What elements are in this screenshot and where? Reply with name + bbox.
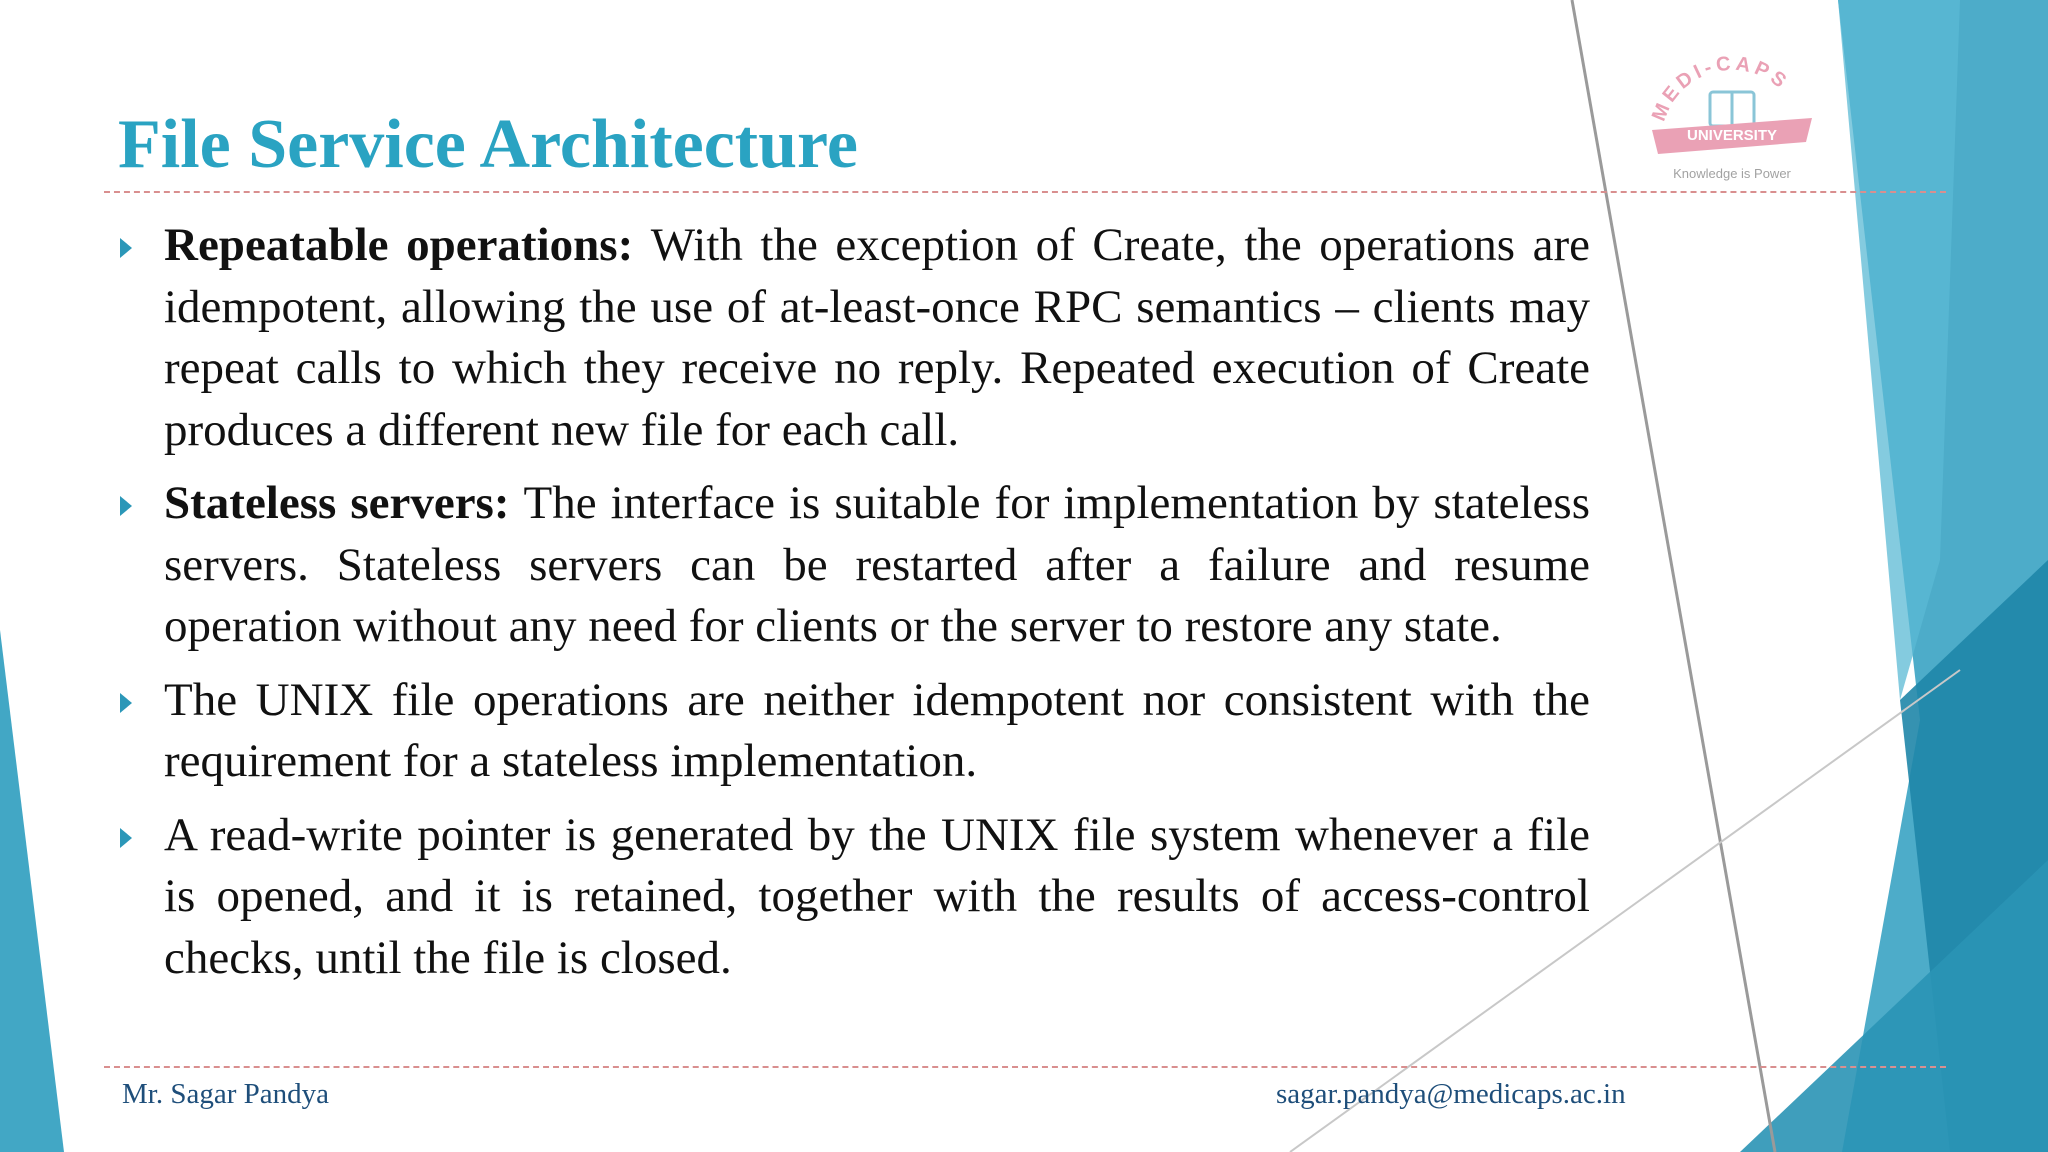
bullet-stateless-servers [120, 473, 1590, 658]
footer-author: Mr. Sagar Pandya [122, 1078, 329, 1110]
bullet-text: The UNIX file operations are neither idempotent nor consistent with the requirement for a stateless implementation. [164, 673, 1590, 787]
bullet-arrow-icon [120, 238, 132, 258]
bullet-repeatable-operations [120, 215, 1590, 461]
bullet-arrow-icon [120, 828, 132, 848]
svg-text:MEDI-CAPS [1648, 53, 1794, 125]
university-logo [1622, 30, 1842, 190]
logo-banner-text: UNIVERSITY [1686, 127, 1778, 144]
bullet-term: Repeatable operations: [164, 219, 651, 271]
bullet-unix-operations [120, 670, 1590, 793]
logo-tagline: Knowledge is Power [1673, 166, 1791, 181]
bullet-arrow-icon [120, 496, 132, 516]
bullet-text: With the exception of Create, the operations are idempotent, allowing the use of at-least-once RPC semantics – clients may repeat calls to which they receive no reply. Repeated execution of Create produces a different new file for each call. [164, 219, 1590, 456]
logo-arc-text: MEDI-CAPS [1647, 52, 1794, 125]
bullet-list [120, 215, 1590, 1001]
bullet-arrow-icon [120, 693, 132, 713]
footer-divider [104, 1066, 1946, 1068]
footer-email: sagar.pandya@medicaps.ac.in [1276, 1078, 1626, 1110]
title-divider [104, 191, 1946, 193]
bullet-text: The interface is suitable for implementation by stateless servers. Stateless servers can be restarted after a failure and resume operation without any need for clients or the server to restore any state. [164, 477, 1591, 652]
bullet-text: A read-write pointer is generated by the UNIX file system whenever a file is opened, and it is retained, together with the results of access-control checks, until the file is closed. [164, 808, 1590, 984]
bullet-term: Stateless servers: [164, 477, 524, 529]
bullet-read-write-pointer [120, 805, 1590, 990]
slide-title: File Service Architecture [118, 106, 858, 183]
